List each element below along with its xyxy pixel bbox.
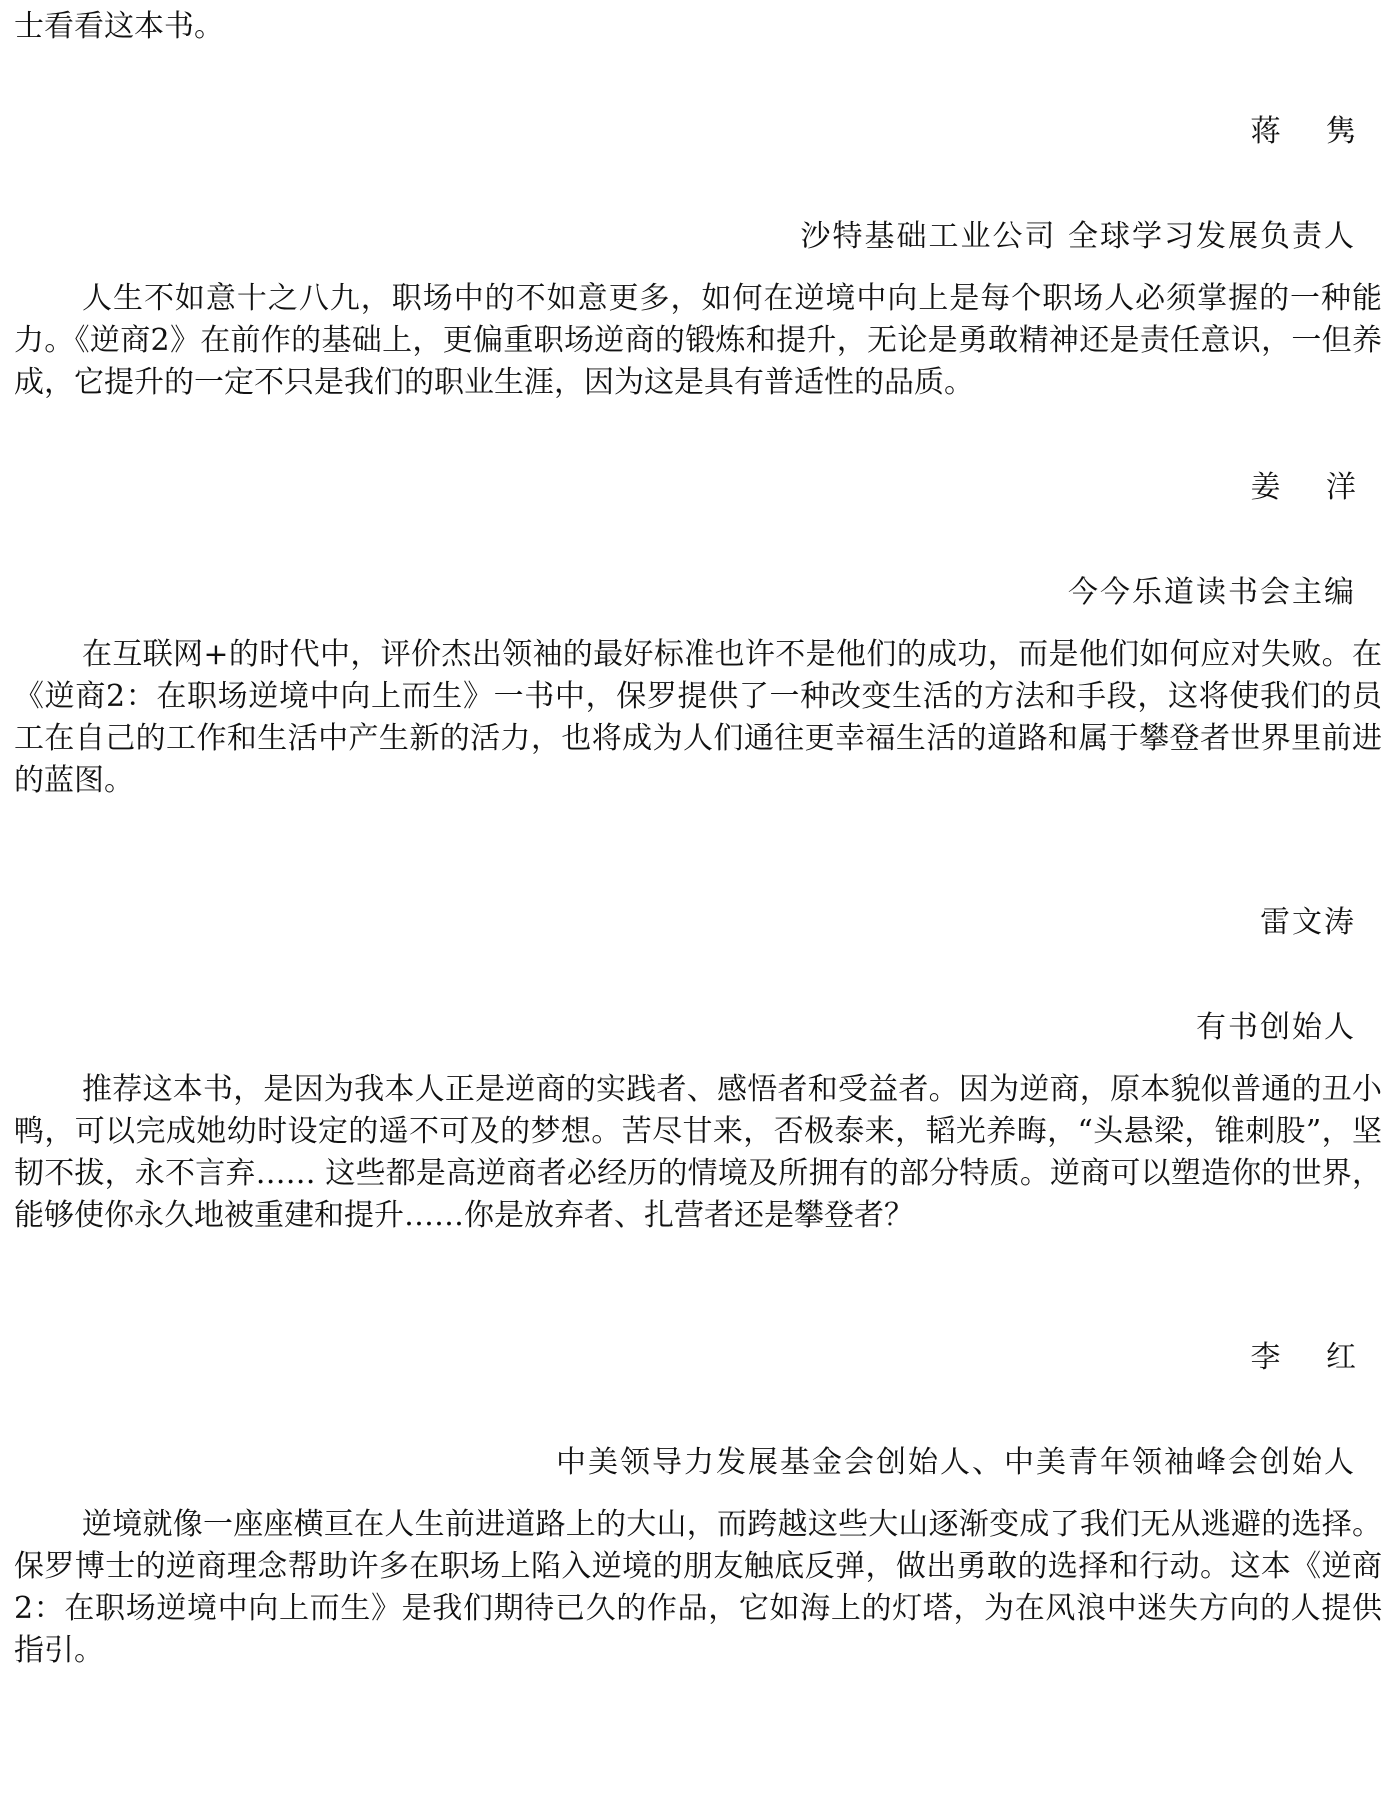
spacer bbox=[14, 153, 1382, 216]
endorser-title-lei-wentao: 有书创始人 bbox=[1196, 1010, 1356, 1045]
endorsement-paragraph-jiang-yang: 人生不如意十之八九，职场中的不如意更多，如何在逆境中向上是每个职场人必须掌握的一种能力。《逆商2》在前作的基础上，更偏重职场逆商的锻炼和提升，无论是勇敢精神还是责任意识，一但养成，它提升的一定不只是我们的职业生涯，因为这是具有普适性的品质。 bbox=[14, 281, 1382, 400]
paragraph-intro-end: 士看看这本书。 bbox=[14, 9, 224, 44]
spacer bbox=[14, 509, 1382, 572]
spacer bbox=[14, 404, 1382, 467]
spacer bbox=[14, 1237, 1382, 1337]
spacer bbox=[14, 614, 1382, 634]
spacer bbox=[14, 802, 1382, 902]
endorser-name-jiang-yang: 姜 洋 bbox=[1250, 470, 1374, 505]
spacer bbox=[14, 1379, 1382, 1442]
endorsement-paragraph-lei-wentao: 在互联网+的时代中，评价杰出领袖的最好标准也许不是他们的成功，而是他们如何应对失败。在《逆商2：在职场逆境中向上而生》一书中，保罗提供了一种改变生活的方法和手段，这将使我们的员工在自己的工作和生活中产生新的活力，也将成为人们通往更幸福生活的道路和属于攀登者世界里前进的蓝图。 bbox=[14, 637, 1382, 798]
endorsement-paragraph-li-hong: 推荐这本书，是因为我本人正是逆商的实践者、感悟者和受益者。因为逆商，原本貌似普通的丑小鸭，可以完成她幼时设定的遥不可及的梦想。苦尽甘来，否极泰来，韬光养晦，“头悬梁，锥刺股”，坚韧不拔，永不言弃…… 这些都是高逆商者必经历的情境及所拥有的部分特质。逆商可以塑造你的世界，能够使你永久地被重建和提升……你是放弃者、扎营者还是攀登者？ bbox=[14, 1072, 1382, 1233]
endorser-name-jiang-jun: 蒋 隽 bbox=[1250, 114, 1374, 149]
endorser-name-li-hong: 李 红 bbox=[1250, 1340, 1374, 1375]
spacer bbox=[14, 1484, 1382, 1504]
endorser-name-lei-wentao: 雷文涛 bbox=[1260, 905, 1356, 940]
spacer bbox=[14, 258, 1382, 278]
spacer bbox=[14, 1049, 1382, 1069]
endorser-title-jiang-yang: 今今乐道读书会主编 bbox=[1068, 575, 1356, 610]
spacer bbox=[14, 944, 1382, 1007]
endorser-title-jiang-jun: 沙特基础工业公司 全球学习发展负责人 bbox=[800, 219, 1356, 254]
endorsement-paragraph-final: 逆境就像一座座横亘在人生前进道路上的大山，而跨越这些大山逐渐变成了我们无从逃避的选择。保罗博士的逆商理念帮助许多在职场上陷入逆境的朋友触底反弹，做出勇敢的选择和行动。这本《逆商2：在职场逆境中向上而生》是我们期待已久的作品，它如海上的灯塔，为在风浪中迷失方向的人提供指引。 bbox=[14, 1507, 1382, 1668]
document-page bbox=[14, 6, 1382, 1672]
spacer bbox=[14, 48, 1382, 111]
endorser-title-li-hong: 中美领导力发展基金会创始人、中美青年领袖峰会创始人 bbox=[556, 1445, 1356, 1480]
